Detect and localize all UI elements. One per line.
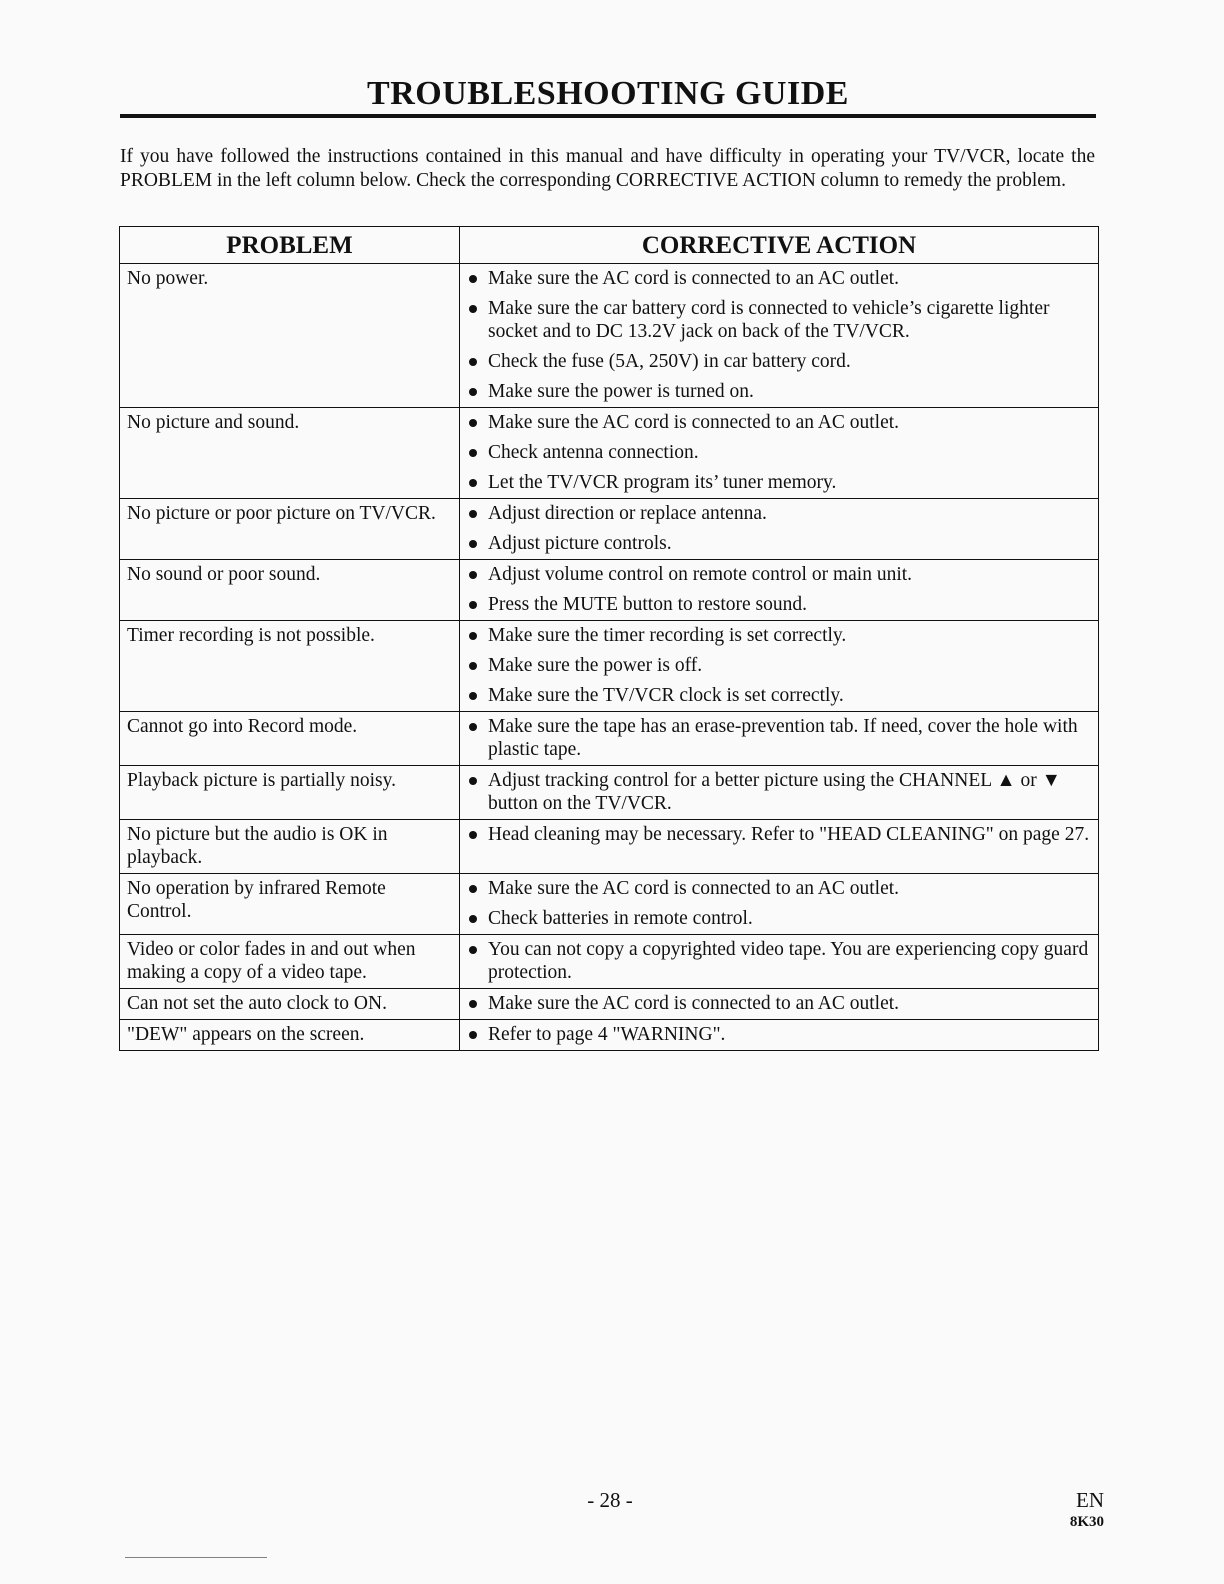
- action-list: [467, 267, 1092, 403]
- decorative-line: [125, 1557, 267, 1558]
- corrective-action-cell: [460, 766, 1099, 820]
- problem-cell: No picture or poor picture on TV/VCR.: [120, 499, 460, 560]
- problem-cell: No picture but the audio is OK in playback.: [120, 820, 460, 874]
- action-list: [467, 823, 1092, 846]
- action-item: Refer to page 4 "WARNING".: [467, 1023, 1092, 1046]
- table-row: [120, 820, 1099, 874]
- language-code: EN: [1076, 1488, 1104, 1512]
- problem-cell: Cannot go into Record mode.: [120, 712, 460, 766]
- action-item: Check antenna connection.: [467, 441, 1092, 464]
- table-row: [120, 408, 1099, 499]
- action-item: Make sure the power is turned on.: [467, 380, 1092, 403]
- action-item: Make sure the timer recording is set correctly.: [467, 624, 1092, 647]
- corrective-action-cell: [460, 408, 1099, 499]
- action-item: Adjust volume control on remote control or main unit.: [467, 563, 1092, 586]
- corrective-action-cell: [460, 1020, 1099, 1051]
- table-row: [120, 560, 1099, 621]
- table-body: [120, 264, 1099, 1051]
- action-list: [467, 1023, 1092, 1046]
- model-code: 8K30: [1069, 1514, 1104, 1530]
- problem-cell: No operation by infrared Remote Control.: [120, 874, 460, 935]
- corrective-action-cell: [460, 989, 1099, 1020]
- action-item: Make sure the AC cord is connected to an AC outlet.: [467, 267, 1092, 290]
- action-list: [467, 938, 1092, 984]
- action-item: Adjust tracking control for a better picture using the CHANNEL ▲ or ▼ button on the TV/VCR.: [467, 769, 1092, 815]
- table-row: [120, 874, 1099, 935]
- table-row: [120, 989, 1099, 1020]
- problem-cell: No power.: [120, 264, 460, 408]
- problem-column-header: PROBLEM: [120, 227, 460, 264]
- problem-cell: Video or color fades in and out when making a copy of a video tape.: [120, 935, 460, 989]
- action-item: Make sure the power is off.: [467, 654, 1092, 677]
- page-number: - 28 -: [587, 1488, 633, 1512]
- action-list: [467, 502, 1092, 555]
- problem-cell: No sound or poor sound.: [120, 560, 460, 621]
- corrective-action-cell: [460, 935, 1099, 989]
- corrective-action-cell: [460, 560, 1099, 621]
- action-item: Adjust picture controls.: [467, 532, 1092, 555]
- page-title: TROUBLESHOOTING GUIDE: [367, 75, 849, 112]
- table-row: [120, 712, 1099, 766]
- table-row: [120, 621, 1099, 712]
- corrective-action-cell: [460, 820, 1099, 874]
- action-list: [467, 715, 1092, 761]
- action-list: [467, 992, 1092, 1015]
- action-list: [467, 769, 1092, 815]
- table-row: [120, 1020, 1099, 1051]
- action-item: Make sure the AC cord is connected to an AC outlet.: [467, 411, 1092, 434]
- corrective-action-cell: [460, 499, 1099, 560]
- problem-cell: Can not set the auto clock to ON.: [120, 989, 460, 1020]
- problem-cell: Playback picture is partially noisy.: [120, 766, 460, 820]
- corrective-action-cell: [460, 874, 1099, 935]
- intro-paragraph: If you have followed the instructions contained in this manual and have difficulty in operating your TV/VCR, locate the PROBLEM in the left column below. Check the corresponding CORRECTIVE ACTION column to remedy the problem.: [120, 146, 1095, 191]
- action-item: Make sure the TV/VCR clock is set correctly.: [467, 684, 1092, 707]
- problem-cell: Timer recording is not possible.: [120, 621, 460, 712]
- action-item: Make sure the AC cord is connected to an AC outlet.: [467, 877, 1092, 900]
- action-item: You can not copy a copyrighted video tape. You are experiencing copy guard protection.: [467, 938, 1092, 984]
- corrective-action-cell: [460, 264, 1099, 408]
- action-list: [467, 877, 1092, 930]
- table-row: [120, 935, 1099, 989]
- troubleshooting-table: [119, 226, 1099, 1051]
- table-row: [120, 499, 1099, 560]
- action-item: Let the TV/VCR program its’ tuner memory.: [467, 471, 1092, 494]
- action-item: Make sure the tape has an erase-prevention tab. If need, cover the hole with plastic tape.: [467, 715, 1092, 761]
- title-rule: [120, 114, 1096, 118]
- action-item: Head cleaning may be necessary. Refer to "HEAD CLEANING" on page 27.: [467, 823, 1092, 846]
- action-item: Check batteries in remote control.: [467, 907, 1092, 930]
- corrective-action-cell: [460, 712, 1099, 766]
- corrective-action-cell: [460, 621, 1099, 712]
- action-item: Make sure the AC cord is connected to an AC outlet.: [467, 992, 1092, 1015]
- table-row: [120, 766, 1099, 820]
- table-row: [120, 264, 1099, 408]
- action-column-header: CORRECTIVE ACTION: [460, 227, 1099, 264]
- action-item: Check the fuse (5A, 250V) in car battery cord.: [467, 350, 1092, 373]
- table-header-row: [120, 227, 1099, 264]
- problem-cell: "DEW" appears on the screen.: [120, 1020, 460, 1051]
- action-list: [467, 411, 1092, 494]
- action-list: [467, 624, 1092, 707]
- action-item: Adjust direction or replace antenna.: [467, 502, 1092, 525]
- problem-cell: No picture and sound.: [120, 408, 460, 499]
- action-item: Press the MUTE button to restore sound.: [467, 593, 1092, 616]
- action-item: Make sure the car battery cord is connected to vehicle’s cigarette lighter socket and to DC 13.2V jack on back of the TV/VCR.: [467, 297, 1092, 343]
- action-list: [467, 563, 1092, 616]
